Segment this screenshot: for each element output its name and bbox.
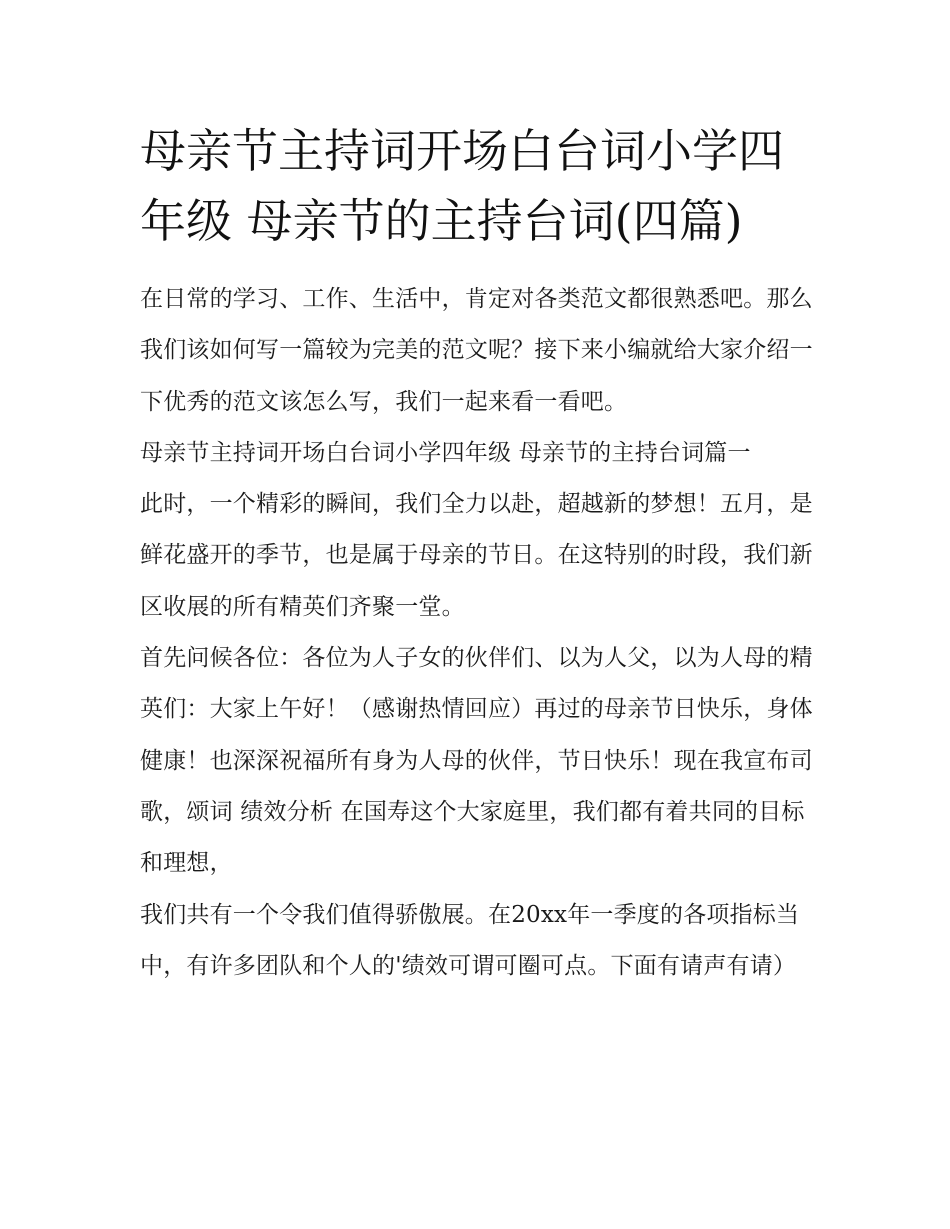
document-content <box>140 116 820 992</box>
paragraph-section-heading: 母亲节主持词开场白台词小学四年级 母亲节的主持台词篇一 <box>140 439 751 466</box>
paragraph-greeting: 首先问候各位：各位为人子女的伙伴们、以为人父，以为人母的精英们：大家上午好！（感谢热情回应）再过的母亲节日快乐，身体健康！也深深祝福所有身为人母的伙伴，节日快乐！现在我宣布司歌，颂词 绩效分析 在国寿这个大家庭里，我们都有着共同的目标和理想， <box>140 645 813 877</box>
document-title: 母亲节主持词开场白台词小学四年级 母亲节的主持台词(四篇) <box>140 124 784 248</box>
paragraph-intro: 在日常的学习、工作、生活中，肯定对各类范文都很熟悉吧。那么我们该如何写一篇较为完美的范文呢？接下来小编就给大家介绍一下优秀的范文该怎么写，我们一起来看一看吧。 <box>140 286 813 415</box>
document-body <box>140 274 820 992</box>
paragraph-opening: 此时，一个精彩的瞬间，我们全力以赴，超越新的梦想！五月，是鲜花盛开的季节，也是属于母亲的节日。在这特别的时段，我们新区收展的所有精英们齐聚一堂。 <box>140 491 813 620</box>
paragraph-achievement: 我们共有一个令我们值得骄傲展。在20xx年一季度的各项指标当中，有许多团队和个人的'绩效可谓可圈可点。下面有请声有请） <box>140 901 800 979</box>
